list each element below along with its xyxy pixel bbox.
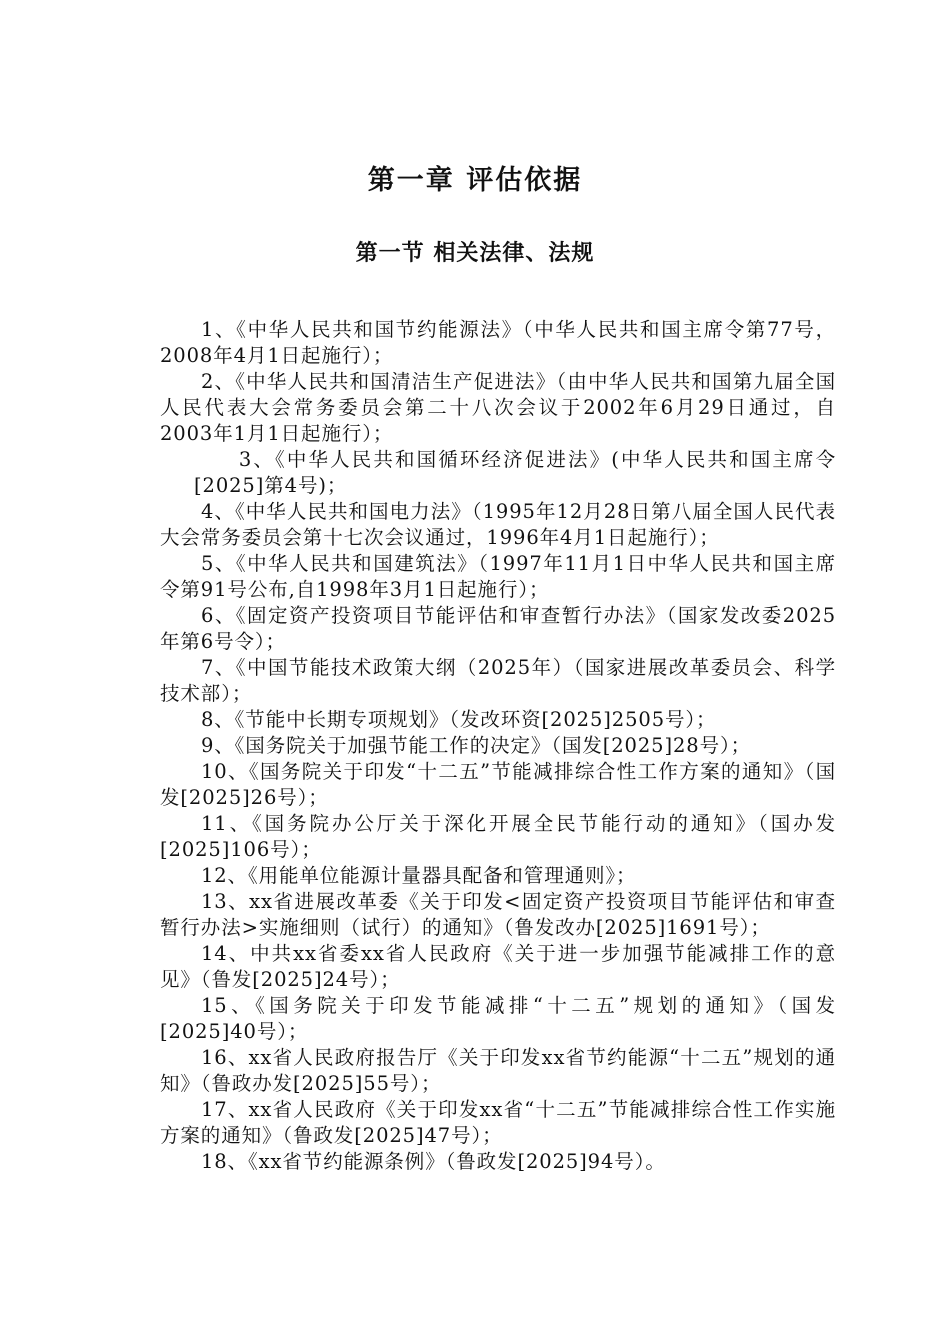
list-item: 13、xx省进展改革委《关于印发<固定资产投资项目节能评估和审查暂行办法>实施细则（试行）的通知》（鲁发改办[2025]1691号）； (160, 890, 836, 939)
list-item: 2、《中华人民共和国清洁生产促进法》（由中华人民共和国第九届全国人民代表大会常务委员会第二十八次会议于2002年6月29日通过，自2003年1月1日起施行）； (160, 370, 836, 445)
list-item: 17、xx省人民政府《关于印发xx省“十二五”节能减排综合性工作实施方案的通知》（鲁政发[2025]47号）； (160, 1098, 836, 1147)
list-item: 18、《xx省节约能源条例》（鲁政发[2025]94号）。 (200, 1150, 666, 1173)
list-item: 10、《国务院关于印发“十二五”节能减排综合性工作方案的通知》（国发[2025]26号）； (160, 760, 836, 809)
chapter-title: 第一章 评估依据 (367, 165, 583, 196)
list-item: 12、《用能单位能源计量器具配备和管理通则》； (200, 864, 637, 887)
regulation-list (160, 317, 836, 1175)
list-item: 4、《中华人民共和国电力法》（1995年12月28日第八届全国人民代表大会常务委员会第十七次会议通过，1996年4月1日起施行）； (160, 500, 836, 549)
list-item: 5、《中华人民共和国建筑法》（1997年11月1日中华人民共和国主席令第91号公布,自1998年3月1日起施行）； (160, 552, 836, 601)
list-item: 9、《国务院关于加强节能工作的决定》（国发[2025]28号）； (200, 734, 752, 757)
list-item: 3、《中华人民共和国循环经济促进法》(中华人民共和国主席令[2025]第4号)； (194, 448, 836, 497)
list-item: 6、《固定资产投资项目节能评估和审查暂行办法》（国家发改委2025年第6号令）； (160, 604, 836, 653)
list-item: 11、《国务院办公厅关于深化开展全民节能行动的通知》（国办发[2025]106号）； (160, 812, 836, 861)
list-item: 15、《国务院关于印发节能减排“十二五”规划的通知》（国发[2025]40号）； (160, 994, 836, 1043)
list-item: 7、《中国节能技术政策大纲（2025年）（国家进展改革委员会、科学技术部）； (160, 656, 836, 705)
list-item: 16、xx省人民政府报告厅《关于印发xx省节约能源“十二五”规划的通知》（鲁政办发[2025]55号）； (160, 1046, 836, 1095)
list-item: 1、《中华人民共和国节约能源法》（中华人民共和国主席令第77号，2008年4月1日起施行）； (160, 318, 836, 367)
section-title: 第一节 相关法律、法规 (355, 241, 595, 266)
list-item: 8、《节能中长期专项规划》（发改环资[2025]2505号）； (200, 708, 717, 731)
list-item: 14、中共xx省委xx省人民政府《关于进一步加强节能减排工作的意见》（鲁发[2025]24号）； (160, 942, 836, 991)
